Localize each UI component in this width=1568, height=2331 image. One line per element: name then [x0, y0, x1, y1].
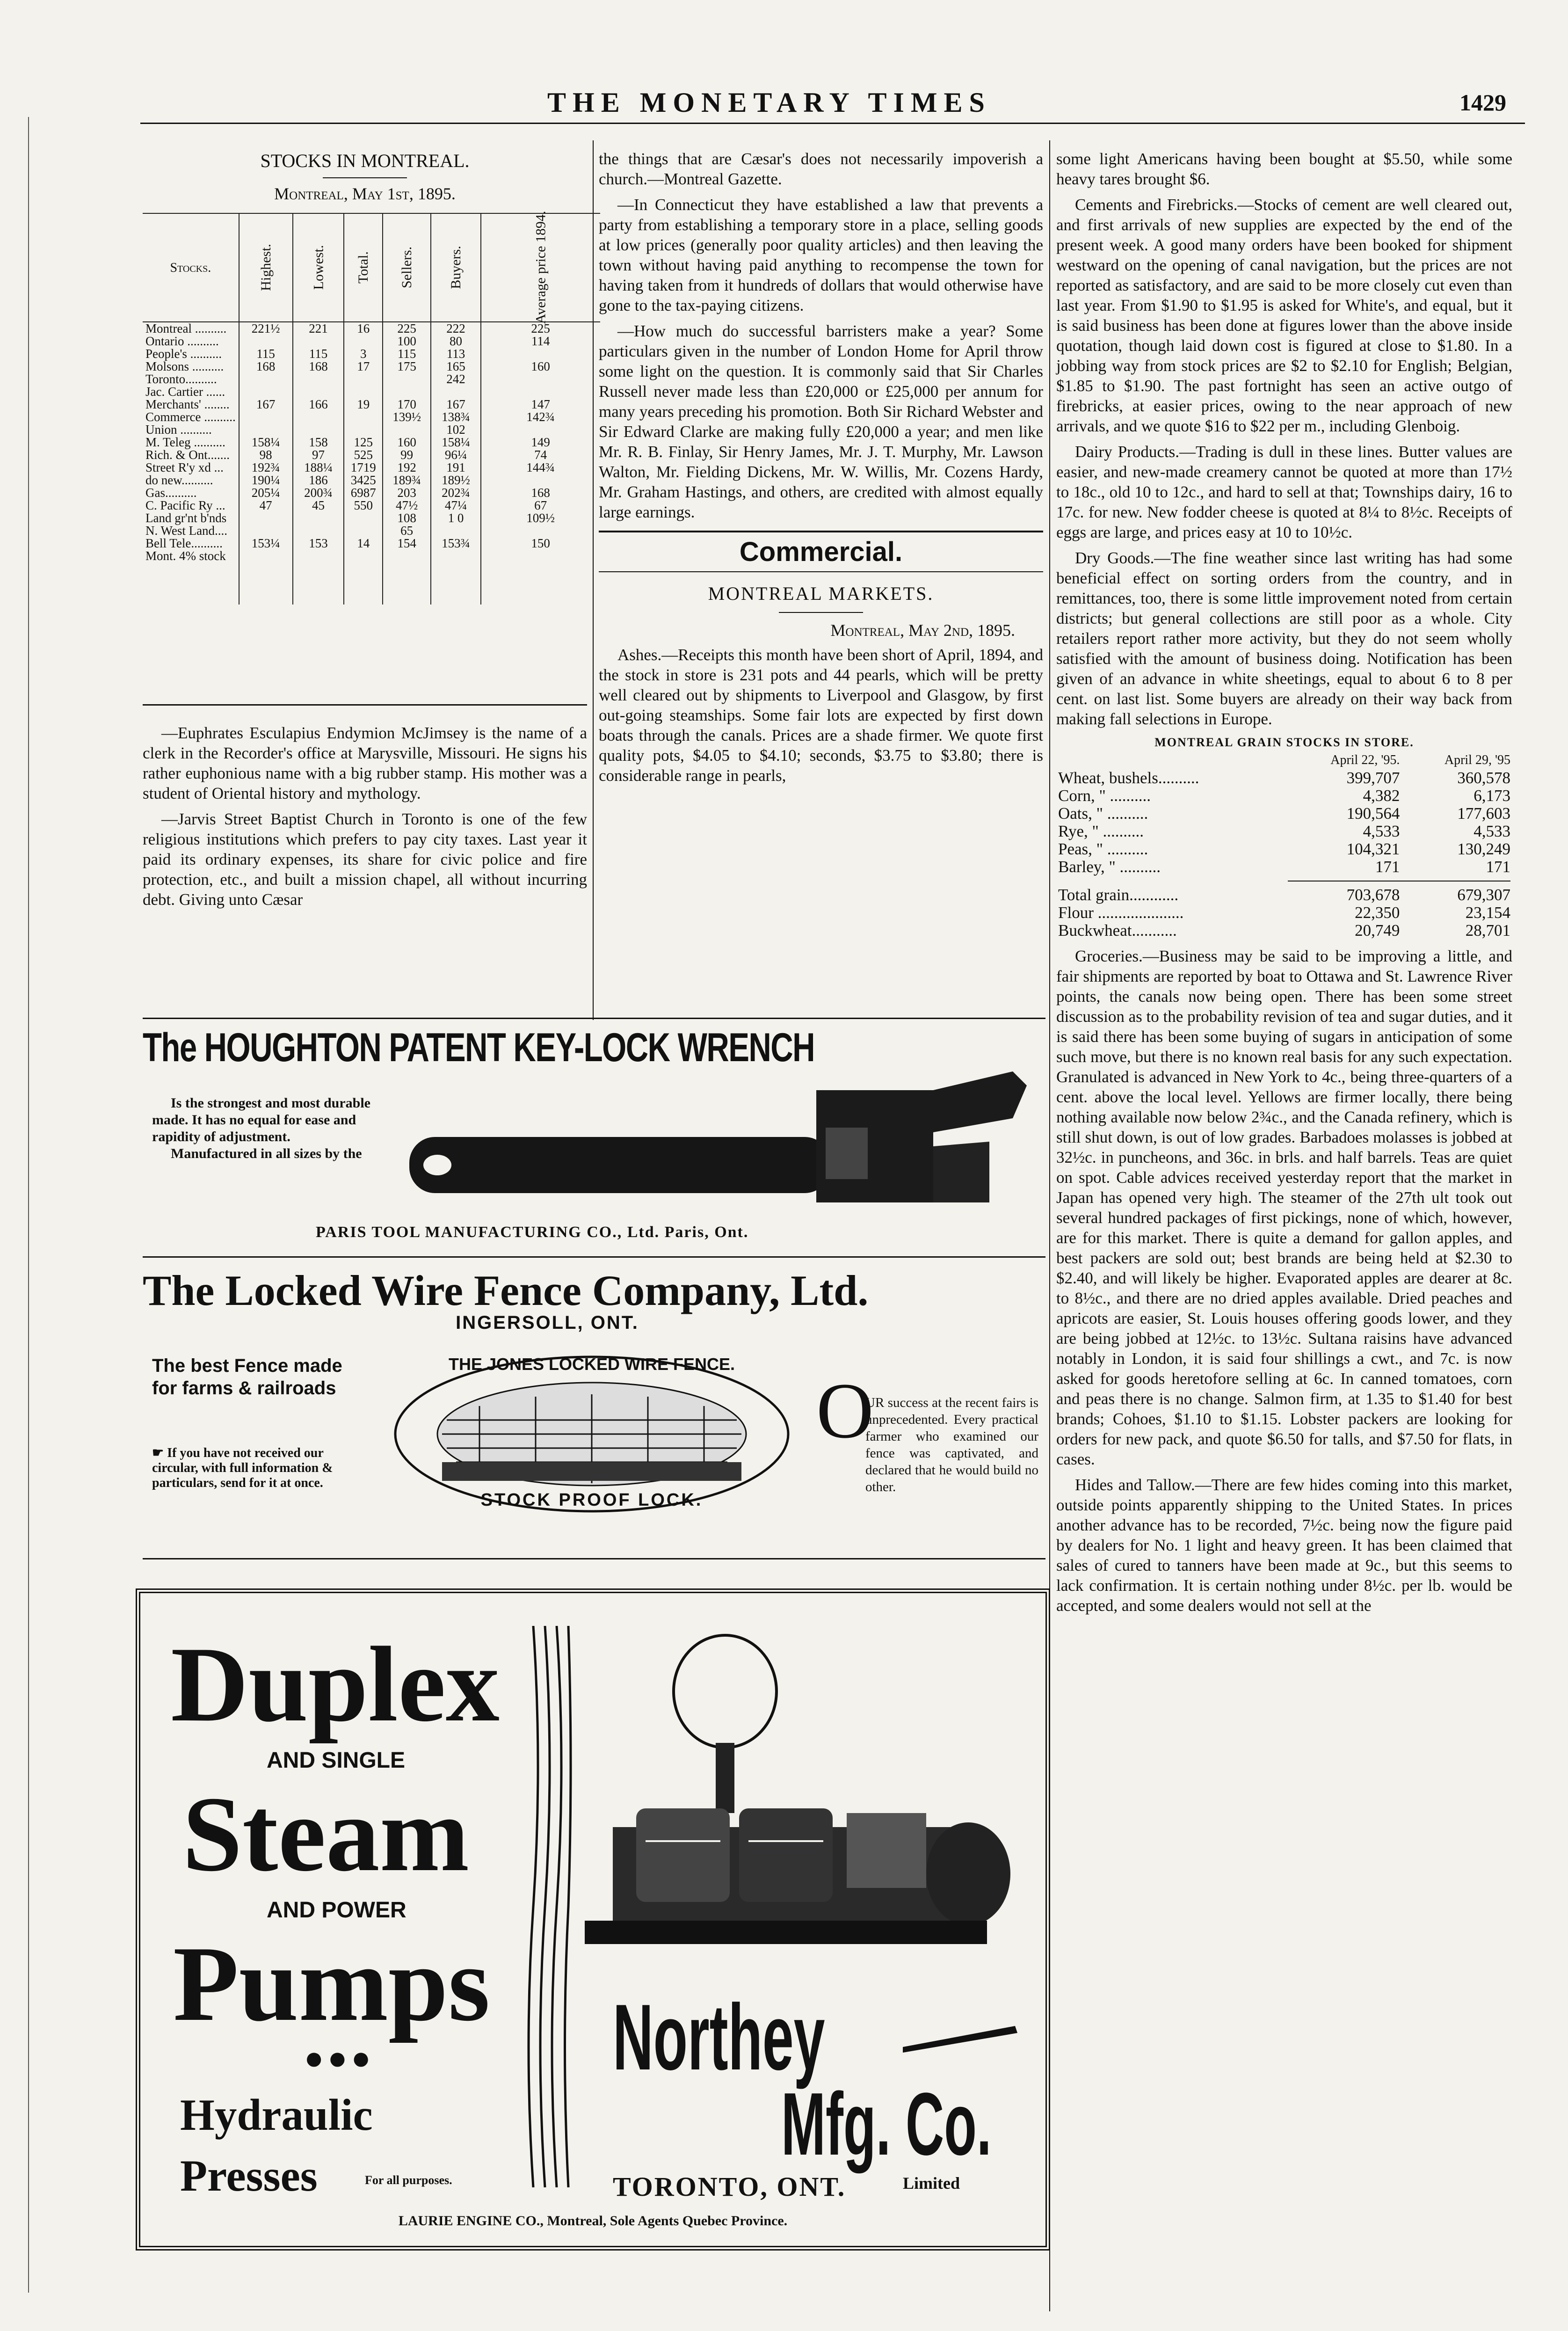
cements-paragraph: Cements and Firebricks.—Stocks of cement are well cleared out, and first arrivals of new supplies are expected by the end of the present week. A good many orders have been booked for shipment westward on the opening of canal navigation, but the prices are not reported as satisfactory, and are said to be more closely cut even than last year. From $1.90 to $1.95 is asked for White's, and equal, but it is said business has been done at figures lower than the above inside quotation, though laid down cost is figured at close to $1.80. In a jobbing way from stock prices are $2 to $2.10 for English; Belgian, $1.85 to $1.90. The past fortnight has seen an active outgo of firebricks, at easier prices, owing to the near approach of new arrivals, and we quote $16 to $22 per m., including Glenboig. [1056, 196, 1512, 435]
mcjimsey-paragraph: —Euphrates Esculapius Endymion McJimsey is the name of a clerk in the Recorder's office at Marysville, Missouri. He signs his rather euphonious name with a big rubber stamp. His mother was a student of Oriental history and mythology. [143, 724, 587, 802]
stock-value [239, 550, 293, 562]
stock-row [143, 360, 600, 373]
grain-value: 171 [1375, 858, 1400, 876]
grain-label: Rye, " .......... [1058, 822, 1144, 840]
stock-name: Union .......... [145, 422, 212, 437]
stock-value: 525 [344, 449, 383, 461]
stock-value: 168 [481, 487, 600, 499]
fence-initial: O [816, 1367, 874, 1455]
grain-value: 703,678 [1346, 886, 1400, 904]
wrench-body: Is the strongest and most durable made. It has no equal for ease and rapidity of adjustment. Manufactured in all sizes by the [152, 1095, 370, 1161]
col-lowest: Lowest. [293, 213, 344, 322]
stock-value: 191 [431, 461, 481, 474]
stock-name: Street R'y xd ... [145, 460, 224, 474]
stock-value: 154 [383, 537, 431, 550]
stock-value: 153 [293, 537, 344, 550]
stock-row [143, 461, 600, 474]
col-buyers: Buyers. [431, 213, 481, 322]
fence-ad-bottom-rule [143, 1558, 1045, 1559]
stock-value: 158¼ [431, 436, 481, 449]
grain-total-row [1056, 886, 1512, 904]
stock-value: 150 [481, 537, 600, 550]
stock-value [431, 524, 481, 537]
stocks-section [143, 150, 587, 605]
stock-value: 45 [293, 499, 344, 512]
stock-value: 189¾ [383, 474, 431, 487]
stock-value [239, 411, 293, 423]
markets-heading: MONTREAL MARKETS. [708, 583, 934, 604]
grain-title: MONTREAL GRAIN STOCKS IN STORE. [1154, 736, 1414, 749]
stock-value: 102 [431, 423, 481, 436]
stock-value [431, 386, 481, 398]
stock-value: 98 [239, 449, 293, 461]
stock-value: 138¾ [431, 411, 481, 423]
stock-value: 19 [344, 398, 383, 411]
grain-label: Barley, " .......... [1058, 858, 1161, 876]
stock-name: Mont. 4% stock [145, 549, 226, 563]
stock-value [293, 386, 344, 398]
stock-value [481, 524, 600, 537]
fence-headline: The Locked Wire Fence Company, Ltd. [143, 1267, 869, 1314]
stock-value [293, 373, 344, 386]
pump-all-purposes: For all purposes. [365, 2173, 452, 2187]
stock-value [481, 550, 600, 562]
grain-value: 177,603 [1457, 804, 1510, 823]
stock-row [143, 487, 600, 499]
stock-row [143, 386, 600, 398]
grain-label: Corn, " .......... [1058, 787, 1151, 805]
stock-value: 192 [383, 461, 431, 474]
stock-row [143, 436, 600, 449]
grain-total-row [1056, 904, 1512, 922]
grain-total-row [1056, 922, 1512, 940]
grain-col-apr29: April 29, '95 [1444, 753, 1510, 767]
fence-ad [143, 1266, 1045, 1546]
stock-value: 96¼ [431, 449, 481, 461]
stock-value: 108 [383, 512, 431, 524]
stock-value: 109½ [481, 512, 600, 524]
stock-name: M. Teleg .......... [145, 435, 225, 449]
stock-value [383, 386, 431, 398]
grain-label: Total grain............ [1058, 886, 1179, 904]
grain-col-apr22: April 22, '95. [1330, 753, 1400, 767]
stock-value: 147 [481, 398, 600, 411]
fence-city: INGERSOLL, ONT. [456, 1312, 639, 1333]
stock-value: 115 [239, 348, 293, 360]
stock-value: 225 [383, 322, 431, 335]
stock-value [344, 373, 383, 386]
header-rule [140, 123, 1525, 124]
grain-label: Oats, " .......... [1058, 804, 1148, 823]
stock-value: 242 [431, 373, 481, 386]
stock-value [239, 335, 293, 348]
stock-value: 192¾ [239, 461, 293, 474]
stock-value: 170 [383, 398, 431, 411]
stock-value: 190¼ [239, 474, 293, 487]
grain-value: 4,382 [1363, 787, 1400, 805]
stock-value: 139½ [383, 411, 431, 423]
drygoods-paragraph: Dry Goods.—The fine weather since last writing has had some beneficial effect on sorting orders from the country, and in remittances, too, there is some little improvement noted from certain districts; but general collections are still poor as a whole. City retailers report rather more activity, but they do not seem wholly satisfied with the amount of business doing. Notification has been given of an advance in white sheetings, equal to about 6 to 8 per cent. on last list. Some buyers are already on their way back from making fall selections in Europe. [1056, 549, 1512, 728]
wrench-headline: The HOUGHTON PATENT KEY-LOCK WRENCH [143, 1025, 815, 1070]
stock-value [344, 550, 383, 562]
grain-value: 4,533 [1474, 822, 1510, 840]
stock-row [143, 335, 600, 348]
pump-brand-mfg: Mfg. Co. [781, 2075, 992, 2174]
stocks-table [143, 213, 600, 605]
pump-duplex: Duplex [171, 1624, 500, 1744]
fence-right-text: UR success at the recent fairs is unprecedented. Every practical farmer who examined our fence was captivated, and declared that he would build no other. [865, 1395, 1038, 1494]
grain-value: 399,707 [1346, 769, 1400, 787]
stock-row [143, 499, 600, 512]
stock-name: Toronto.......... [145, 372, 217, 386]
wrench-maker: PARIS TOOL MANUFACTURING CO., Ltd. Paris, Ont. [316, 1224, 749, 1241]
grain-value: 6,173 [1474, 787, 1510, 805]
markets-rule [779, 612, 863, 613]
grain-row [1056, 787, 1512, 805]
stock-row [143, 398, 600, 411]
grain-value: 23,154 [1465, 903, 1510, 922]
stock-name: People's .......... [145, 347, 222, 361]
right-column [1056, 149, 1512, 1621]
stock-value [239, 373, 293, 386]
fence-note: If you have not received our circular, with full information & particulars, send for it at once. [152, 1446, 333, 1490]
grain-label: Buckwheat........... [1058, 921, 1177, 940]
grain-separator [1056, 876, 1512, 886]
stock-value: 221½ [239, 322, 293, 335]
stock-value: 168 [239, 360, 293, 373]
grain-row [1056, 823, 1512, 840]
stock-value [344, 386, 383, 398]
stock-value: 550 [344, 499, 383, 512]
stock-value: 14 [344, 537, 383, 550]
stock-value: 175 [383, 360, 431, 373]
stock-value: 149 [481, 436, 600, 449]
stock-value: 188¼ [293, 461, 344, 474]
stock-value: 99 [383, 449, 431, 461]
grain-value: 171 [1486, 858, 1510, 876]
stock-name: Bell Tele.......... [145, 536, 223, 550]
pointing-hand-icon: ☛ [152, 1446, 164, 1460]
grain-label: Peas, " .......... [1058, 840, 1148, 858]
stock-value: 160 [383, 436, 431, 449]
margin-line [28, 117, 29, 2293]
grain-value: 360,578 [1457, 769, 1510, 787]
stock-value: 203 [383, 487, 431, 499]
markets-dateline: Montreal, May 2nd, 1895. [830, 621, 1015, 640]
grain-value: 104,321 [1346, 840, 1400, 858]
stock-name: do new.......... [145, 473, 213, 487]
stock-value: 115 [383, 348, 431, 360]
col-total: Total. [344, 213, 383, 322]
stock-value [293, 524, 344, 537]
fence-oval-top-text: THE JONES LOCKED WIRE FENCE. [448, 1355, 735, 1374]
middle-column [599, 149, 1043, 791]
stock-value [239, 512, 293, 524]
grain-table [1056, 751, 1512, 940]
wrench-ad-bottom-rule [143, 1256, 1045, 1258]
pump-city: TORONTO, ONT. [613, 2171, 846, 2202]
pump-hydraulic: Hydraulic [180, 2090, 373, 2140]
stock-value: 186 [293, 474, 344, 487]
grain-label: Wheat, bushels.......... [1058, 769, 1199, 787]
stock-value: 74 [481, 449, 600, 461]
stock-value: 153¼ [239, 537, 293, 550]
stock-value [239, 524, 293, 537]
stock-value: 225 [481, 322, 600, 335]
pump-brand-northey: Northey [613, 1985, 825, 2090]
col-average: Average price 1894. [481, 213, 600, 322]
stock-row [143, 411, 600, 423]
stock-name: Land gr'nt b'nds [145, 511, 227, 525]
stock-row [143, 512, 600, 524]
stock-row [143, 322, 600, 335]
stock-row [143, 348, 600, 360]
stock-value: 47 [239, 499, 293, 512]
ashes-paragraph: Ashes.—Receipts this month have been short of April, 1894, and the stock in store is 231 pots and 44 pearls, which will be pretty well cleared out by shipments to Liverpool and Glasgow, by first out-going steamships. Some fair lots are expected by first down boats through the canals. Prices are a shade firmer. We quote first quality pots, $4.05 to $4.10; seconds, $3.75 to $3.80; there is considerable range in pearls, [599, 646, 1043, 785]
stock-value [344, 524, 383, 537]
stocks-dateline: Montreal, May 1st, 1895. [274, 184, 456, 203]
stock-row [143, 550, 600, 562]
col-stocks: Stocks. [143, 213, 239, 322]
stock-value: 3 [344, 348, 383, 360]
grain-value: 20,749 [1355, 921, 1400, 940]
stock-value: 47½ [383, 499, 431, 512]
stock-value: 166 [293, 398, 344, 411]
grain-row [1056, 858, 1512, 876]
stock-name: Montreal .......... [145, 321, 227, 335]
stock-value: 158¼ [239, 436, 293, 449]
stock-value: 222 [431, 322, 481, 335]
stock-value [481, 348, 600, 360]
stock-row [143, 524, 600, 537]
stocks-header-row [143, 213, 600, 322]
commercial-heading: Commercial. [739, 537, 903, 567]
col-sellers: Sellers. [383, 213, 431, 322]
stock-value: 1719 [344, 461, 383, 474]
stocks-title: STOCKS IN MONTREAL. [260, 150, 470, 171]
grain-value: 4,533 [1363, 822, 1400, 840]
swash-arrow [903, 2024, 1020, 2056]
stock-value: 167 [431, 398, 481, 411]
stock-value: 144¾ [481, 461, 600, 474]
pump-dots: ●●● [304, 2040, 375, 2076]
stock-value: 16 [344, 322, 383, 335]
stock-value: 1 0 [431, 512, 481, 524]
stock-value [431, 550, 481, 562]
stock-value: 153¾ [431, 537, 481, 550]
grain-value: 28,701 [1465, 921, 1510, 940]
pump-pumps: Pumps [173, 1924, 490, 2043]
stock-value [383, 373, 431, 386]
caesar-paragraph: the things that are Cæsar's does not necessarily impoverish a church.—Montreal Gazette. [599, 150, 1043, 188]
grain-header-row [1056, 751, 1512, 769]
stock-value [344, 411, 383, 423]
stock-value: 65 [383, 524, 431, 537]
commercial-rule-bottom [599, 571, 1043, 572]
col-highest: Highest. [239, 213, 293, 322]
hides-paragraph: Hides and Tallow.—There are few hides coming into this market, outside points apparently shipping to the United States. In prices another advance has to be recorded, 7½c. being now the figure paid by dealers for No. 1 light and heavy green. It has been claimed that sales of cured to tanners have been made at 9c., but this seems to lack confirmation. It is certain nothing under 8½c. per lb. would be accepted, and some dealers would not sell at the [1056, 1476, 1512, 1615]
stock-value [293, 512, 344, 524]
left-text [143, 723, 587, 915]
groceries-paragraph: Groceries.—Business may be said to be improving a little, and fair shipments are reported by boat to Ottawa and St. Lawrence River points, the canals now being open. There has been some street discussion as to the probability revision of tea and sugar duties, and it is said there has been some buying of sugars in anticipation of some such move, but there is no known real basis for any such expectation. Granulated is advanced in New York to 4c., being three-quarters of a cent. above the local level. Yellows are firmer locally, there being nothing available now below 2¾c., and the Canada refinery, which is still shut down, is out of low grades. Barbadoes molasses is jobbed at 32½c. in puncheons, and 36c. in brls. and half barrels. Teas are quiet on spot. Cable advices received yesterday report that the market in Japan has opened very high. The steamer of the 27th ult took out several hundred packages of first pickings, none of which, however, are for this market. There is quite a demand for gallon apples, and best packers are sold out; best brands are being held at $2.30 to $2.40, and will likely be higher. Evaporated apples are dearer at 8c. to 8½c., and there are no dried apples available. Dried peaches and apricots are easier, St. Louis houses offering goods lower, and they are being jobbed at 12½c. to 13½c. Sultana raisins have advanced notably in London, it is said four shillings a cwt., and 7c. is now asked for goods heretofore selling at 6c. In canned tomatoes, corn and peas there is no change. Salmon firm, at 1.35 to $1.40 for best brands; Cohoes, $1.10 to $1.15. Lobster packers are looking for orders for new pack, and quote $6.50 for talls, and $7.50 for flats, in cases. [1056, 947, 1512, 1468]
stock-value: 202¾ [431, 487, 481, 499]
grain-value: 679,307 [1457, 886, 1510, 904]
grain-row [1056, 805, 1512, 823]
stock-value [481, 474, 600, 487]
stock-row [143, 474, 600, 487]
stock-name: Commerce .......... [145, 410, 236, 424]
stock-value: 168 [293, 360, 344, 373]
stocks-title-rule [323, 177, 407, 178]
stocks-bottom-rule [143, 704, 587, 706]
stock-name: Ontario .......... [145, 334, 219, 348]
stock-row [143, 373, 600, 386]
connecticut-paragraph: —In Connecticut they have established a law that prevents a party from establishing a temporary store in a place, selling goods at low prices (generally poor quality articles) and then leaving the town without having paid anything to recompense the town for having taken from it hundreds of dollars that would otherwise have gone to the tax-paying citizens. [599, 196, 1043, 314]
stock-value: 6987 [344, 487, 383, 499]
stock-value: 80 [431, 335, 481, 348]
stock-value: 125 [344, 436, 383, 449]
grain-value: 22,350 [1355, 903, 1400, 922]
stock-value [383, 423, 431, 436]
stock-value: 200¾ [293, 487, 344, 499]
wrench-illustration [405, 1062, 1041, 1216]
fence-tagline: The best Fence made for farms & railroads [152, 1355, 342, 1399]
stock-value: 158 [293, 436, 344, 449]
dairy-paragraph: Dairy Products.—Trading is dull in these lines. Butter values are easier, and new-made creamery cannot be quoted at more than 17½ to 18c., old 10 to 12c., and hard to sell at that; Townships dairy, 16 to 17c. for new. New fodder cheese is quoted at 8¼ to 8½c. Receipts of eggs are large, and prices easy at 10 to 10½c. [1056, 443, 1512, 541]
jarvis-paragraph: —Jarvis Street Baptist Church in Toronto is one of the few religious institutions which prefers to pay city taxes. Last year it paid its ordinary expenses, its share for civic police and fire protection, etc., and built a mission chapel, all without incurring debt. Giving unto Cæsar [143, 810, 587, 909]
commercial-rule-top [599, 531, 1043, 532]
stock-value: 221 [293, 322, 344, 335]
tares-paragraph: some light Americans having been bought at $5.50, while some heavy tares brought $6. [1056, 150, 1512, 188]
stock-value: 47¼ [431, 499, 481, 512]
pump-agents: LAURIE ENGINE CO., Montreal, Sole Agents Quebec Province. [398, 2213, 788, 2229]
stock-name: C. Pacific Ry ... [145, 498, 225, 512]
grain-label: Flour ..................... [1058, 903, 1184, 922]
stock-value: 113 [431, 348, 481, 360]
pump-limited: Limited [903, 2174, 960, 2193]
stock-value: 160 [481, 360, 600, 373]
stock-name: Merchants' ........ [145, 397, 230, 411]
pump-ad [136, 1588, 1050, 2251]
stock-value [293, 550, 344, 562]
stocks-spacer-row [143, 562, 600, 605]
pump-and-power: AND POWER [267, 1898, 407, 1923]
pump-steam: Steam [182, 1774, 470, 1894]
grain-value: 130,249 [1457, 840, 1510, 858]
fence-note-block [152, 1446, 353, 1491]
stock-value [293, 335, 344, 348]
stock-value: 17 [344, 360, 383, 373]
stock-row [143, 537, 600, 550]
grain-row [1056, 840, 1512, 858]
stock-name: N. West Land.... [145, 524, 228, 538]
wrench-ad-top-rule [143, 1018, 1045, 1019]
stock-value: 114 [481, 335, 600, 348]
stock-value: 165 [431, 360, 481, 373]
decorative-divider [524, 1626, 575, 2187]
steam-pump-illustration [585, 1631, 1034, 1967]
wrench-ad [143, 1025, 1045, 1254]
stock-value [293, 423, 344, 436]
stock-name: Rich. & Ont....... [145, 448, 230, 462]
stock-value [481, 373, 600, 386]
stock-value [383, 550, 431, 562]
stock-value: 189½ [431, 474, 481, 487]
page-number: 1429 [1459, 89, 1506, 116]
stock-value: 3425 [344, 474, 383, 487]
stock-value [344, 335, 383, 348]
stock-name: Molsons .......... [145, 359, 224, 373]
stock-name: Gas.......... [145, 486, 197, 500]
stock-row [143, 423, 600, 436]
stock-value: 97 [293, 449, 344, 461]
stock-value [344, 423, 383, 436]
stock-value [239, 423, 293, 436]
stock-value: 67 [481, 499, 600, 512]
grain-row [1056, 769, 1512, 787]
stock-name: Jac. Cartier ...... [145, 385, 225, 399]
stock-value [293, 411, 344, 423]
pump-and-single: AND SINGLE [267, 1748, 406, 1773]
masthead: THE MONETARY TIMES [547, 87, 991, 118]
stock-value: 205¼ [239, 487, 293, 499]
barristers-paragraph: —How much do successful barristers make a year? Some particulars given in the number of London Home for April throw some light on the question. It is commonly said that Sir Charles Russell never made less than £20,000 or £25,000 per annum for many years preceding his promotion. Both Sir Richard Webster and Sir Edward Clarke are making fully £20,000 a year; and men like Mr. R. B. Finlay, Sir Henry James, Mr. J. T. Murphy, Mr. Lawson Walton, Mr. Fielding Dickens, Mr. W. Willis, Mr. Cozens Hardy, Mr. Graham Hastings, and others, are credited with almost equally large earnings. [599, 322, 1043, 521]
stock-value: 167 [239, 398, 293, 411]
stock-value: 115 [293, 348, 344, 360]
fence-oval-bottom-text: STOCK PROOF LOCK. [480, 1490, 703, 1510]
stock-value: 142¾ [481, 411, 600, 423]
pump-presses: Presses [180, 2151, 318, 2200]
stock-row [143, 449, 600, 461]
stock-value [344, 512, 383, 524]
stock-value [481, 386, 600, 398]
stock-value [481, 423, 600, 436]
grain-value: 190,564 [1346, 804, 1400, 823]
stock-value [239, 386, 293, 398]
stock-value: 100 [383, 335, 431, 348]
